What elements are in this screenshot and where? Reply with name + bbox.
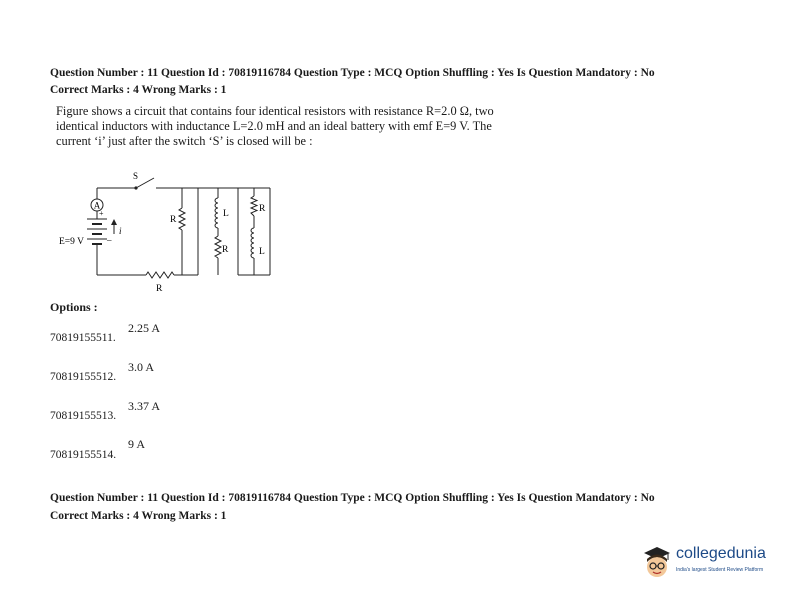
battery-emf-label: E=9 V bbox=[59, 237, 84, 247]
options-heading: Options : bbox=[50, 300, 98, 314]
option-id-4: 70819155514. bbox=[50, 449, 117, 461]
logo-tagline: India's largest Student Review Platform bbox=[676, 567, 764, 573]
battery-minus: – bbox=[107, 235, 112, 245]
resistor-branch-3-label: R bbox=[259, 204, 266, 214]
battery-plus: + bbox=[99, 209, 104, 218]
question-text bbox=[56, 104, 596, 149]
resistor-branch-1 bbox=[179, 208, 185, 230]
ammeter-label: A bbox=[93, 200, 101, 211]
student-mascot-icon bbox=[640, 544, 674, 580]
footer-header-line1: Question Number : 11 Question Id : 70819116784 Question Type : MCQ Option Shuffling : Yes Is Question Mandatory : No bbox=[50, 492, 655, 504]
option-id-3: 70819155513. bbox=[50, 410, 117, 422]
current-arrow-icon bbox=[111, 219, 117, 234]
question-line-2: identical inductors with inductance L=2.0 mH and an ideal battery with emf E=9 V. The bbox=[56, 119, 492, 133]
option-value-2[interactable]: 3.0 A bbox=[128, 360, 155, 374]
inductor-branch-2-label: L bbox=[223, 209, 229, 219]
inductor-branch-3-label: L bbox=[259, 247, 265, 257]
current-label: i bbox=[119, 226, 122, 236]
resistor-branch-1-label: R bbox=[170, 215, 177, 225]
option-value-3[interactable]: 3.37 A bbox=[128, 399, 161, 413]
resistor-bottom bbox=[146, 272, 174, 278]
switch-label: S bbox=[133, 171, 139, 181]
resistor-branch-2-label: R bbox=[222, 245, 229, 255]
circuit-diagram bbox=[50, 168, 290, 300]
collegedunia-logo bbox=[640, 542, 780, 582]
option-value-1[interactable]: 2.25 A bbox=[128, 321, 161, 335]
battery-symbol bbox=[87, 219, 107, 247]
question-line-3: current ‘i’ just after the switch ‘S’ is closed will be : bbox=[56, 134, 313, 148]
resistor-branch-3 bbox=[251, 196, 257, 216]
inductor-branch-2 bbox=[215, 198, 218, 228]
inductor-branch-3 bbox=[251, 228, 254, 258]
option-id-2: 70819155512. bbox=[50, 371, 117, 383]
logo-wordmark: collegedunia bbox=[676, 545, 766, 562]
question-line-1: Figure shows a circuit that contains four identical resistors with resistance R=2.0 Ω, two bbox=[56, 104, 494, 118]
option-id-1: 70819155511. bbox=[50, 332, 116, 344]
resistor-bottom-label: R bbox=[156, 284, 163, 294]
footer-header-line2: Correct Marks : 4 Wrong Marks : 1 bbox=[50, 510, 227, 522]
resistor-branch-2 bbox=[215, 236, 221, 258]
question-header-line1: Question Number : 11 Question Id : 70819116784 Question Type : MCQ Option Shuffling : Yes Is Question Mandatory : No bbox=[50, 67, 655, 79]
option-value-4[interactable]: 9 A bbox=[128, 437, 146, 451]
question-header-line2: Correct Marks : 4 Wrong Marks : 1 bbox=[50, 84, 227, 96]
